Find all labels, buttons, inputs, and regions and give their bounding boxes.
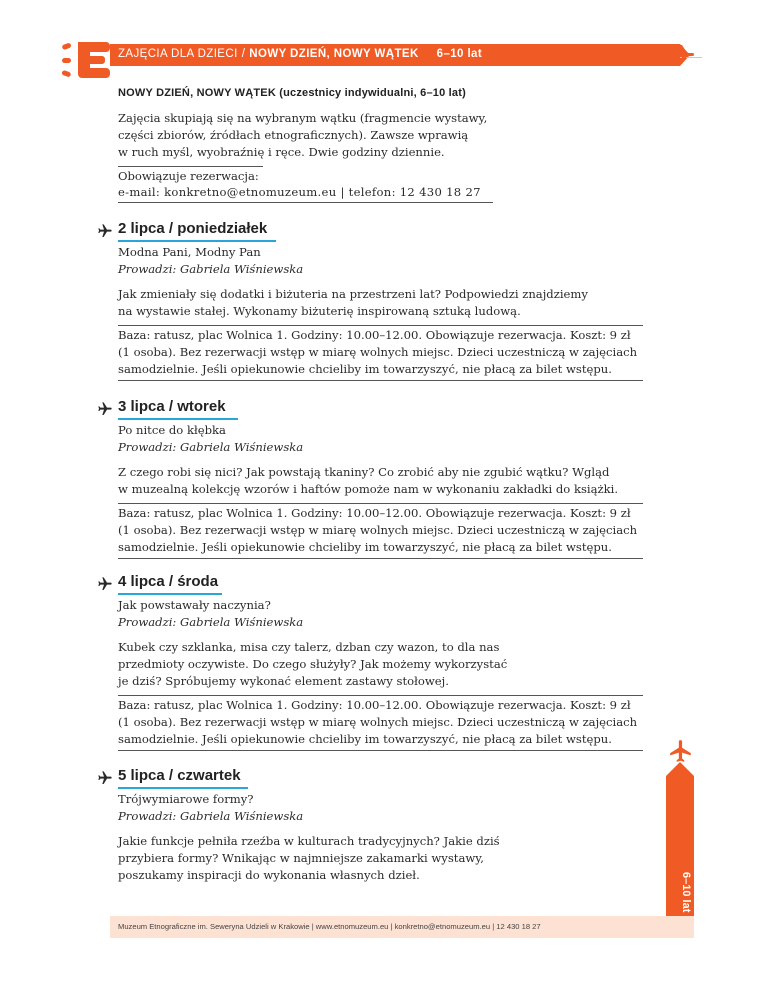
day-underline <box>118 418 238 420</box>
body-line: przedmioty oczywiste. Do czego służyły? Jak możemy wykorzystać <box>118 657 508 671</box>
body-line: poszukamy inspiracji do wykonania własnych dzieł. <box>118 868 420 882</box>
reservation-contact: e-mail: konkretno@etnomuzeum.eu | telefon: 12 430 18 27 <box>118 185 481 199</box>
day-underline <box>118 240 276 242</box>
body-line: Jakie funkcje pełniła rzeźba w kulturach tradycyjnych? Jakie dziś <box>118 834 500 848</box>
divider <box>118 380 643 381</box>
info-line: (1 osoba). Bez rezerwacji wstęp w miarę wolnych miejsc. Dzieci uczestniczą w zajęciach <box>118 345 638 359</box>
body-line: je dziś? Spróbujemy wykonać element zastawy stołowej. <box>118 674 449 688</box>
intro-line: w ruch myśl, wyobraźnię i ręce. Dwie godziny dziennie. <box>118 145 445 159</box>
header-category: ZAJĘCIA DLA DZIECI <box>118 48 238 60</box>
divider <box>118 166 263 167</box>
section-body <box>118 833 500 884</box>
intro-description <box>118 110 538 161</box>
footer-text: Muzeum Etnograficzne im. Seweryna Udzieli w Krakowie | www.etnomuzeum.eu | konkretno@etnomuzeum.eu | 12 430 18 27 <box>118 922 541 931</box>
intro-title: NOWY DZIEŃ, NOWY WĄTEK (uczestnicy indywidualni, 6–10 lat) <box>118 87 466 99</box>
section-day: 3 lipca / wtorek <box>118 398 226 415</box>
section-body <box>118 464 618 498</box>
info-line: Baza: ratusz, plac Wolnica 1. Godziny: 10.00–12.00. Obowiązuje rezerwacja. Koszt: 9 zł <box>118 506 631 520</box>
divider <box>118 558 643 559</box>
body-line: Z czego robi się nici? Jak powstają tkaniny? Co zrobić aby nie zgubić wątku? Wgląd <box>118 465 610 479</box>
side-age-label: 6–10 lat <box>680 871 692 913</box>
section-day: 5 lipca / czwartek <box>118 767 241 784</box>
section-body <box>118 286 588 320</box>
info-line: samodzielnie. Jeśli opiekunowie chcieliby im towarzyszyć, nie płacą za bilet wstępu. <box>118 362 612 376</box>
section-lead: Prowadzi: Gabriela Wiśniewska <box>118 440 304 454</box>
section-info <box>118 327 643 378</box>
body-line: przybiera formy? Wnikając w najmniejsze zakamarki wystawy, <box>118 851 484 865</box>
section-title: Modna Pani, Modny Pan <box>118 245 261 259</box>
divider <box>118 202 493 203</box>
info-line: (1 osoba). Bez rezerwacji wstęp w miarę wolnych miejsc. Dzieci uczestniczą w zajęciach <box>118 715 638 729</box>
section-lead: Prowadzi: Gabriela Wiśniewska <box>118 615 304 629</box>
section-info <box>118 505 643 556</box>
section-lead: Prowadzi: Gabriela Wiśniewska <box>118 262 304 276</box>
section-lead: Prowadzi: Gabriela Wiśniewska <box>118 809 304 823</box>
day-underline <box>118 787 248 789</box>
info-line: Baza: ratusz, plac Wolnica 1. Godziny: 10.00–12.00. Obowiązuje rezerwacja. Koszt: 9 zł <box>118 328 631 342</box>
header-age: 6–10 lat <box>436 48 483 60</box>
info-line: Baza: ratusz, plac Wolnica 1. Godziny: 10.00–12.00. Obowiązuje rezerwacja. Koszt: 9 zł <box>118 698 631 712</box>
header-breadcrumb <box>118 48 482 60</box>
divider <box>118 503 643 504</box>
info-line: samodzielnie. Jeśli opiekunowie chcieliby im towarzyszyć, nie płacą za bilet wstępu. <box>118 540 612 554</box>
airplane-icon <box>97 223 113 239</box>
body-line: Kubek czy szklanka, misa czy talerz, dzban czy wazon, to dla nas <box>118 640 500 654</box>
reservation-label: Obowiązuje rezerwacja: <box>118 169 259 183</box>
body-line: w muzealną kolekcję wzorów i haftów pomoże nam w wykonaniu zakładki do książki. <box>118 482 619 496</box>
section-day: 2 lipca / poniedziałek <box>118 220 268 237</box>
airplane-icon <box>97 401 113 417</box>
body-line: Jak zmieniały się dodatki i biżuteria na przestrzeni lat? Podpowiedzi znajdziemy <box>118 287 588 301</box>
divider <box>118 695 643 696</box>
section-title: Jak powstawały naczynia? <box>118 598 271 612</box>
intro-line: Zajęcia skupiają się na wybranym wątku (fragmencie wystawy, <box>118 111 488 125</box>
section-info <box>118 697 643 748</box>
section-body <box>118 639 507 690</box>
info-line: samodzielnie. Jeśli opiekunowie chcieliby im towarzyszyć, nie płacą za bilet wstępu. <box>118 732 612 746</box>
body-line: na wystawie stałej. Wykonamy biżuterię inspirowaną sztuką ludową. <box>118 304 521 318</box>
section-title: Trójwymiarowe formy? <box>118 792 254 806</box>
airplane-icon <box>97 770 113 786</box>
divider <box>118 750 643 751</box>
airplane-icon <box>97 576 113 592</box>
section-title: Po nitce do kłębka <box>118 423 226 437</box>
info-line: (1 osoba). Bez rezerwacji wstęp w miarę wolnych miejsc. Dzieci uczestniczą w zajęciach <box>118 523 638 537</box>
intro-line: części zbiorów, źródłach etnograficznych). Zawsze wprawią <box>118 128 469 142</box>
header-title: NOWY DZIEŃ, NOWY WĄTEK <box>249 48 419 60</box>
day-underline <box>118 593 222 595</box>
divider <box>118 325 643 326</box>
section-day: 4 lipca / środa <box>118 573 219 590</box>
header-separator: / <box>241 48 246 60</box>
museum-logo-icon <box>62 38 114 82</box>
airplane-icon <box>672 40 696 70</box>
